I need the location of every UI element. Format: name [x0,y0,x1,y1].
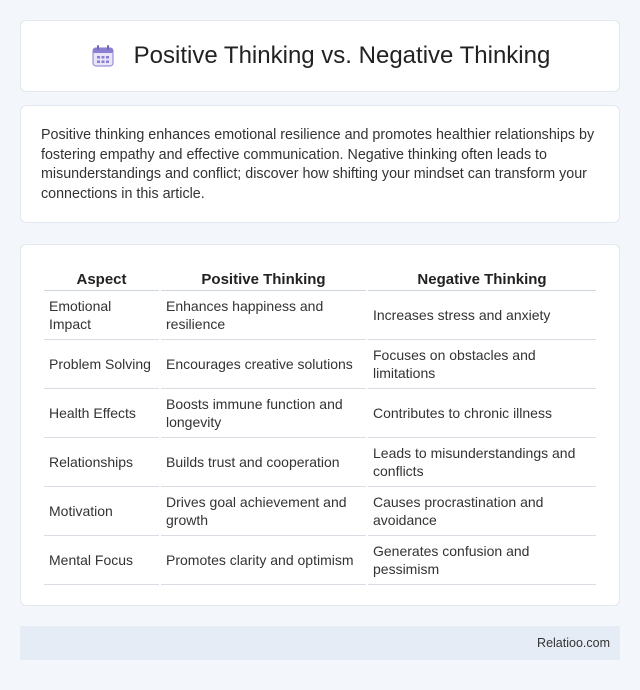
table-cell-negative: Increases stress and anxiety [368,291,596,340]
table-cell-positive: Promotes clarity and optimism [161,536,366,585]
page-title: Positive Thinking vs. Negative Thinking [133,42,551,69]
table-cell-positive: Enhances happiness and resilience [161,291,366,340]
table-cell-positive: Encourages creative solutions [161,340,366,389]
table-cell-aspect: Relationships [44,438,159,487]
table-cell-aspect: Health Effects [44,389,159,438]
table-row [44,291,596,340]
table-cell-negative: Causes procrastination and avoidance [368,487,596,536]
column-header-aspect: Aspect [44,265,159,291]
table-row [44,389,596,438]
table-cell-positive: Boosts immune function and longevity [161,389,366,438]
table-row [44,438,596,487]
table-row [44,536,596,585]
table-cell-positive: Builds trust and cooperation [161,438,366,487]
comparison-table [42,265,598,585]
column-header-positive: Positive Thinking [161,265,366,291]
table-cell-negative: Generates confusion and pessimism [368,536,596,585]
table-row [44,340,596,389]
intro-text: Positive thinking enhances emotional resilience and promotes healthier relationships by fostering empathy and effective communication. Negative thinking often leads to misunderstandings and conflict; discover how shifting your mindset can transform your connections in this article. [41,127,595,202]
table-row [44,487,596,536]
footer-bar [20,626,620,660]
table-cell-negative: Contributes to chronic illness [368,389,596,438]
table-cell-positive: Drives goal achievement and growth [161,487,366,536]
table-header-row [44,265,596,291]
table-cell-aspect: Motivation [44,487,159,536]
table-cell-aspect: Mental Focus [44,536,159,585]
table-cell-negative: Leads to misunderstandings and conflicts [368,438,596,487]
title-card [20,20,620,92]
table-cell-aspect: Problem Solving [44,340,159,389]
footer-site-link[interactable]: Relatioo.com [537,636,610,650]
table-cell-negative: Focuses on obstacles and limitations [368,340,596,389]
column-header-negative: Negative Thinking [368,265,596,291]
table-cell-aspect: Emotional Impact [44,291,159,340]
comparison-card [20,244,620,606]
intro-card [20,105,620,223]
calendar-icon [90,43,116,69]
